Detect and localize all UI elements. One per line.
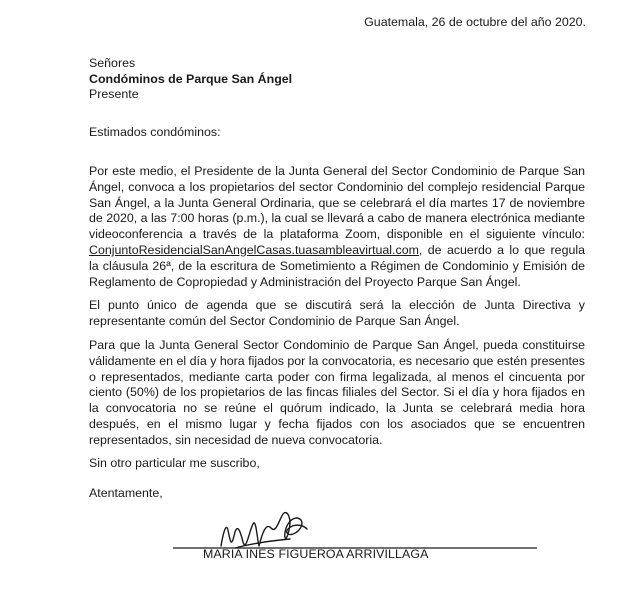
signer-name: MARIA INES FIGUEROA ARRIVILLAGA: [203, 547, 429, 561]
recipient-presente: Presente: [89, 87, 139, 102]
paragraph-convocation-text-end: , de acuerdo a lo que regula la cláusula 26ª, de la escritura de Sometimiento a Régimen de Condominio y Emisión de Reglamento de Copropiedad y Administración del Proyecto Parque San Ángel.: [89, 242, 585, 289]
paragraph-convocation-text: Por este medio, el Presidente de la Junta General del Sector Condominio de Parque San Ángel, convoca a los propietarios del sector Condominio del complejo residencial Parque San Ángel, a la Junta General Ordinaria, que se celebrará el día martes 17 de noviembre de 2020, a las 7:00 horas (p.m.), la cual se llevará a cabo de manera electrónica mediante videoconferencia a través de la plataforma Zoom, disponible en el siguiente vínculo:: [89, 164, 585, 242]
recipient-salutation: Señores: [89, 56, 136, 70]
regards-line: Atentamente,: [89, 486, 163, 500]
paragraph-quorum: Para que la Junta General Sector Condominio de Parque San Ángel, pueda constituirse válidamente en el día y hora fijados por la convocatoria, es necesario que estén presentes o representados, mediante carta poder con firma legalizada, al menos el cincuenta por ciento (50%) de los propietarios de las fincas filiales del Sector. Si el día y hora fijados en la convocatoria no se reúne el quórum indicado, la Junta se celebrará media hora después, en el mismo lugar y fecha fijados con los asociados que se encuentren representados, sin necesidad de nueva convocatoria.: [89, 338, 585, 447]
closing-line: Sin otro particular me suscribo,: [89, 456, 260, 470]
signature-scribble: [221, 513, 307, 548]
greeting: Estimados condóminos:: [89, 125, 221, 139]
meeting-link[interactable]: ConjuntoResidencialSanAngelCasas.tuasambleavirtual.com: [89, 242, 419, 257]
recipient-name: Condóminos de Parque San Ángel: [89, 71, 293, 86]
paragraph-agenda: El punto único de agenda que se discutirá será la elección de Junta Directiva y representante común del Sector Condominio de Parque San Ángel.: [89, 298, 585, 328]
letter-date: Guatemala, 26 de octubre del año 2020.: [364, 15, 586, 29]
